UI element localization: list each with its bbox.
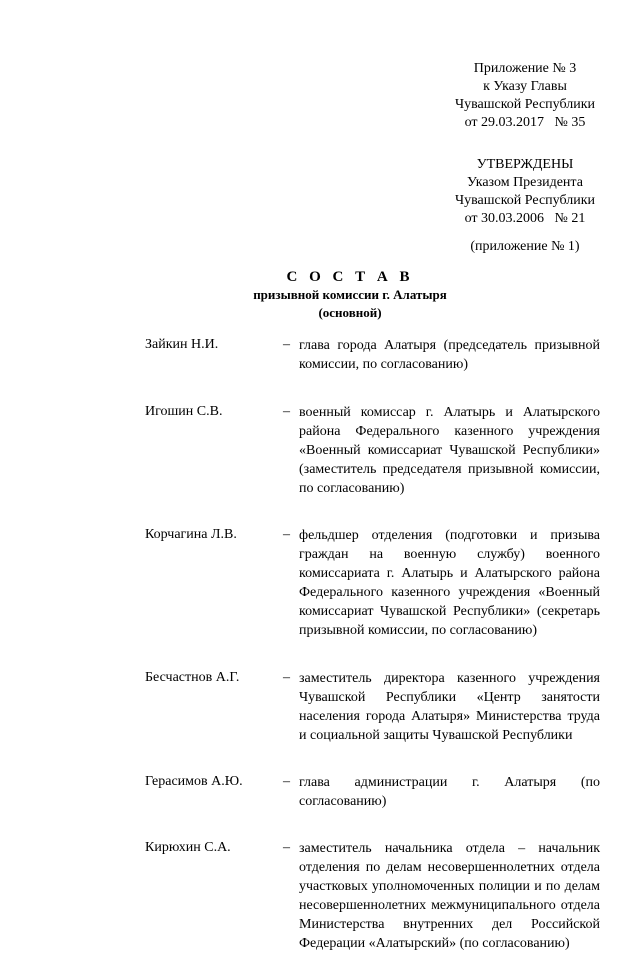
member-dash: – [283,337,290,352]
member-role: глава администрации г. Алатыря (по согласованию) [299,775,600,809]
approved-date-line: от 30.03.2006 № 21 [464,211,586,226]
member-row [145,839,600,953]
document-heading [140,268,560,322]
appendix-line: к Указу Главы [483,79,567,94]
page-subtitle: призывной комиссии г. Алатыря [253,287,447,302]
member-row [145,403,600,498]
appendix-header [430,60,620,132]
member-row [145,773,600,811]
member-role: военный комиссар г. Алатырь и Алатырского района Федерального казенного учреждения «Военный комиссариат Чувашской Республики» (заместитель председателя призывной комиссии, по согласованию) [299,405,600,496]
member-role: фельдшер отделения (подготовки и призыва граждан на военную службу) военного комиссариата г. Алатырь и Алатырского района Федерального казенного учреждения «Военный комиссариат Чувашской Республики» (секретарь призывной комиссии, по согласованию) [299,528,600,638]
member-name: Зайкин Н.И. [145,337,219,352]
member-row [145,526,600,640]
approved-line: УТВЕРЖДЕНЫ [476,157,574,172]
member-dash: – [283,774,290,789]
members-list [145,336,600,953]
approved-line: Указом Президента [467,175,583,190]
member-name: Бесчастнов А.Г. [145,670,240,685]
appendix-line: Чувашской Республики [454,97,596,112]
member-row [145,336,600,374]
member-name: Корчагина Л.В. [145,527,237,542]
member-row [145,669,600,745]
member-name: Игошин С.В. [145,404,223,419]
member-name: Герасимов А.Ю. [145,774,243,789]
member-dash: – [283,670,290,685]
member-dash: – [283,527,290,542]
member-role: заместитель директора казенного учреждения Чувашской Республики «Центр занятости населения города Алатыря» Министерства труда и социальной защиты Чувашской Республики [299,671,600,743]
appendix-date-line: от 29.03.2017 № 35 [464,115,586,130]
appendix-line: Приложение № 3 [473,61,577,76]
approved-appendix-note: (приложение № 1) [470,239,580,254]
approved-line: Чувашской Республики [454,193,596,208]
heading-note: (основной) [318,305,382,320]
page-title: С О С Т А В [286,269,414,285]
member-dash: – [283,404,290,419]
approval-stamp [430,156,620,228]
member-dash: – [283,840,290,855]
member-role: глава города Алатыря (председатель призывной комиссии, по согласованию) [299,338,600,372]
member-role: заместитель начальника отдела – начальник отделения по делам несовершеннолетних отдела участковых уполномоченных полиции и по делам несовершеннолетних межмуниципального отдела Министерства внутренних дел Российской Федерации «Алатырский» (по согласованию) [299,841,600,951]
member-name: Кирюхин С.А. [145,840,231,855]
